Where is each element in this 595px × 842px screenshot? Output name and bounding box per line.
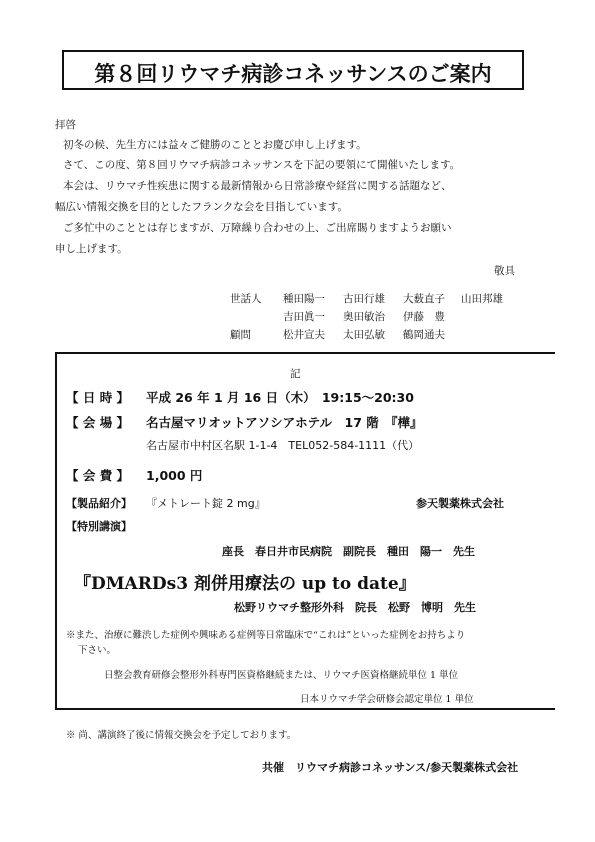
page-title: 第８回リウマチ病診コネッサンスのご案内 xyxy=(94,62,492,86)
date-label: 【 日 時 】 xyxy=(66,390,130,405)
credit-line-2: 日本リウマチ学会研修会認定単位 1 単位 xyxy=(300,694,474,705)
special-lecture-label: 【特別講演】 xyxy=(66,520,132,533)
product-company: 参天製薬株式会社 xyxy=(416,497,504,510)
sewanin-name-1: 種田陽一 xyxy=(283,293,325,305)
date-value: 平成 26 年 1 月 16 日（木） 19:15〜20:30 xyxy=(146,390,414,405)
komon-name-1: 松井宣夫 xyxy=(283,329,325,341)
speaker: 松野リウマチ整形外科 院長 松野 博明 先生 xyxy=(234,601,476,614)
komon-label: 顧問 xyxy=(230,329,251,341)
sewanin-name-4: 山田邦雄 xyxy=(461,293,503,305)
co-sponsors: 共催 リウマチ病診コネッサンス/参天製薬株式会社 xyxy=(262,761,519,774)
chairperson: 座長 春日井市民病院 副院長 種田 陽一 先生 xyxy=(222,545,475,558)
case-note-line-1: ※また、治療に難渋した症例や興味ある症例等日常臨床で“これは”といった症例をお持ちより xyxy=(66,630,466,641)
greeting-line-2: さて、この度、第８回リウマチ病診コネッサンスを下記の要領にて開催いたします。 xyxy=(63,159,461,171)
sewanin-name-3: 大薮直子 xyxy=(403,293,445,305)
fee-value: 1,000 円 xyxy=(146,468,203,483)
greeting-line-5: ご多忙中のこととは存じますが、万障繰り合わせの上、ご出席賜りますようお願い xyxy=(63,222,452,234)
product-value: 『メトレート錠 2 mg』 xyxy=(146,497,266,510)
venue-label: 【 会 場 】 xyxy=(66,415,130,430)
greeting-line-1: 初冬の候、先生方には益々ご健勝のこととお慶び申し上げます。 xyxy=(63,139,367,151)
greeting-line-3: 本会は、リウマチ性疾患に関する最新情報から日常診療や経営に関する話題など、 xyxy=(63,180,452,192)
sewanin-name-6: 奥田敏治 xyxy=(343,311,385,323)
lecture-title: 『DMARDs3 剤併用療法の up to date』 xyxy=(74,574,416,594)
after-note: ※ 尚、講演終了後に情報交換会を予定しております。 xyxy=(66,730,297,741)
venue-value: 名古屋マリオットアソシアホテル 17 階 『樺』 xyxy=(146,415,423,430)
venue-address: 名古屋市中村区名駅 1-1-4 TEL052-584-1111（代） xyxy=(146,439,420,452)
title-box xyxy=(62,50,524,90)
komon-name-3: 鶴岡通夫 xyxy=(403,329,445,341)
sewanin-name-2: 古田行雄 xyxy=(343,293,385,305)
sewanin-label: 世話人 xyxy=(230,293,262,305)
greeting-heading: 拝啓 xyxy=(55,119,76,131)
sewanin-name-7: 伊藤 豊 xyxy=(403,311,445,323)
komon-name-2: 太田弘敏 xyxy=(343,329,385,341)
credit-line-1: 日整会教育研修会整形外科専門医資格継続または、リウマチ医資格継続単位 1 単位 xyxy=(104,670,459,681)
product-label: 【製品紹介】 xyxy=(66,497,132,510)
greeting-line-6: 申し上げます。 xyxy=(55,243,128,255)
case-note-line-2: 下さい。 xyxy=(78,645,117,656)
fee-label: 【 会 費 】 xyxy=(66,468,130,483)
greeting-closing: 敬具 xyxy=(494,265,515,277)
greeting-line-4: 幅広い情報交換を目的としたフランクな会を目指しています。 xyxy=(55,201,348,213)
ki-heading: 記 xyxy=(290,368,301,380)
sewanin-name-5: 吉田眞一 xyxy=(283,311,325,323)
